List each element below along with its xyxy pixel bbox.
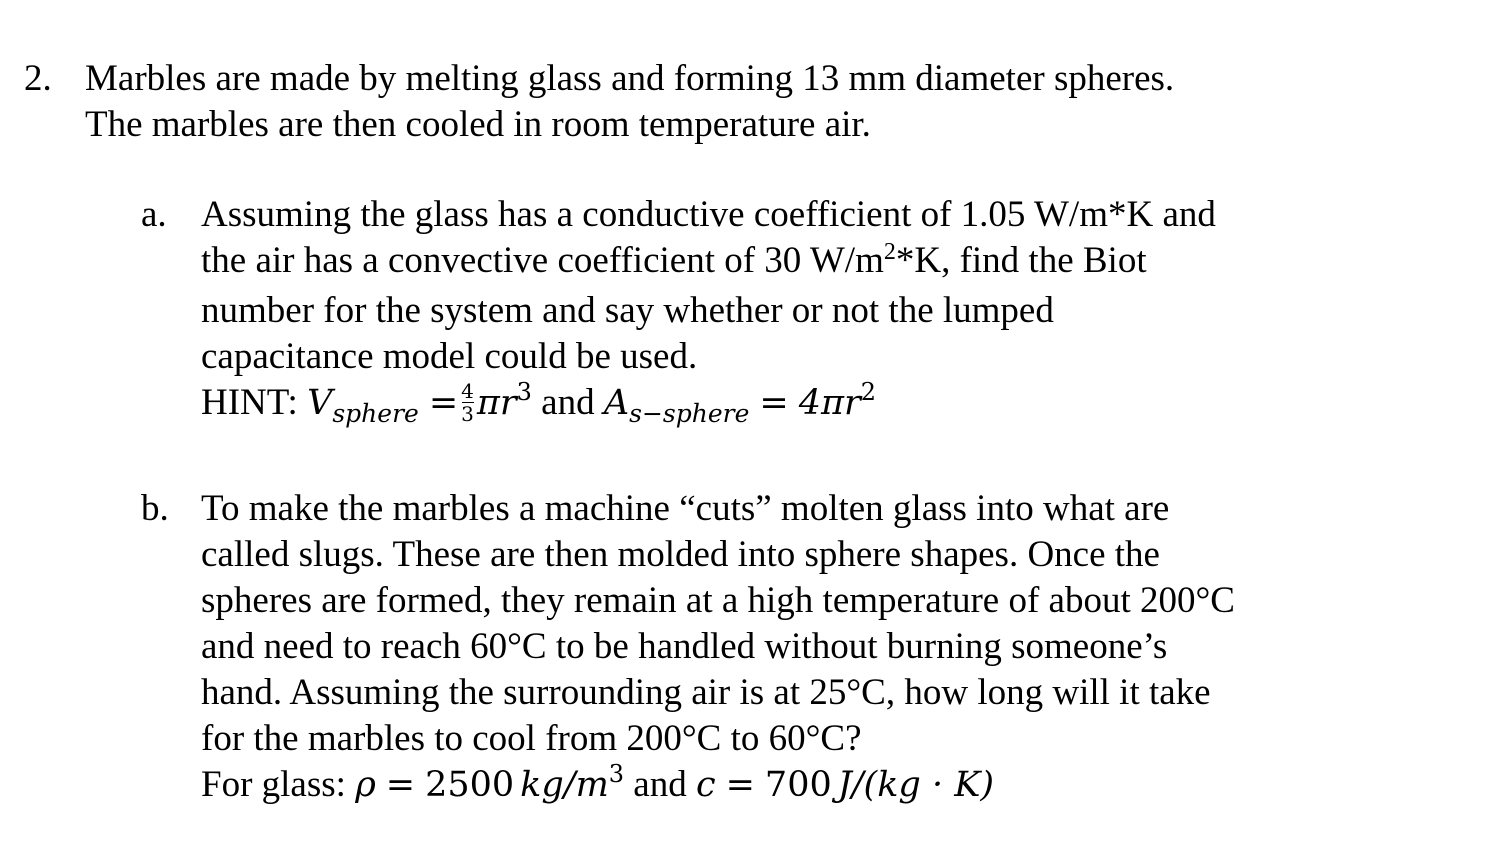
problem-number: 2.	[24, 58, 52, 99]
part-b-line: hand. Assuming the surrounding air is at 25°C, how long will it take	[201, 672, 1211, 713]
glass-prefix: For glass:	[201, 764, 356, 805]
glass-properties-formula: For glass: ρ = 2500 $kg/m^3$ and c = 700 J/(kg · K)	[201, 760, 995, 805]
part-a-line: number for the system and say whether or not the lumped	[201, 290, 1054, 331]
part-a-text	[201, 192, 1441, 429]
hint-prefix: HINT:	[201, 382, 308, 423]
part-b	[141, 486, 1441, 811]
part-a-line: capacitance model could be used.	[201, 336, 698, 377]
part-b-line: spheres are formed, they remain at a high temperature of about 200°C	[201, 580, 1235, 621]
part-b-line: To make the marbles a machine “cuts” molten glass into what are	[201, 488, 1170, 529]
fraction-four-thirds: $\frac{4}{3}$	[461, 379, 474, 427]
part-b-line: for the marbles to cool from 200°C to 60°C?	[201, 718, 862, 759]
part-b-label: b.	[141, 488, 169, 529]
part-b-text	[201, 486, 1441, 811]
problem-statement	[85, 56, 1444, 148]
part-a	[141, 192, 1441, 429]
problem-line: Marbles are made by melting glass and forming 13 mm diameter spheres.	[85, 58, 1175, 99]
part-a-label: a.	[141, 194, 167, 235]
part-b-line: called slugs. These are then molded into sphere shapes. Once the	[201, 534, 1160, 575]
problem-2	[24, 56, 1444, 148]
hint-formula: HINT: $V_{sphere}$ = $\frac{4}{3}$ $\pi r^3$ and $A_{s-sphere} = 4\pi r^2$	[201, 378, 877, 428]
part-b-line: and need to reach 60°C to be handled without burning someone’s	[201, 626, 1168, 667]
part-a-line: Assuming the glass has a conductive coefficient of 1.05 W/m*K and	[201, 194, 1216, 235]
problem-line: The marbles are then cooled in room temperature air.	[85, 104, 871, 145]
part-a-line: the air has a convective coefficient of 30 $W/m^2*K$, find the Biot	[201, 239, 1147, 281]
